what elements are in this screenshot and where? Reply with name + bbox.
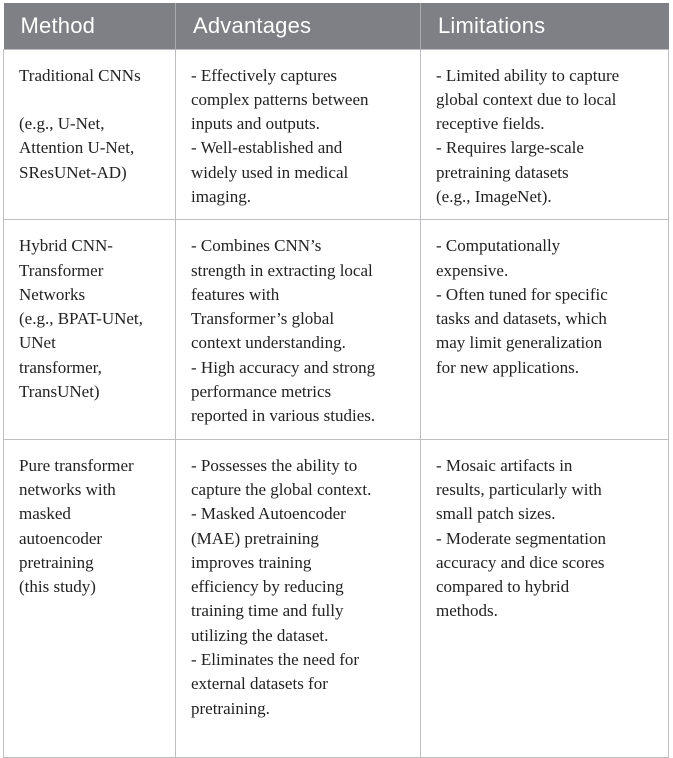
header-method: Method xyxy=(4,3,176,49)
table-row xyxy=(4,439,669,757)
cell-line: pretraining datasets xyxy=(436,162,569,182)
advantages-cell xyxy=(176,220,421,439)
method-cell xyxy=(4,49,176,220)
table-body xyxy=(4,49,669,757)
cell-line: - Masked Autoencoder xyxy=(191,504,346,524)
header-advantages: Advantages xyxy=(176,3,421,49)
header-limitations: Limitations xyxy=(421,3,669,49)
advantages-cell xyxy=(176,439,421,757)
cell-line: Attention U-Net, xyxy=(19,138,135,158)
cell-line: results, particularly with xyxy=(436,479,602,499)
header-row xyxy=(4,3,669,49)
limitations-cell xyxy=(421,439,669,757)
cell-line: methods. xyxy=(436,601,498,621)
cell-line: - Possesses the ability to xyxy=(191,455,358,475)
table-row xyxy=(4,220,669,439)
cell-line: training time and fully xyxy=(191,601,344,621)
cell-line: masked xyxy=(19,504,71,524)
cell-line: for new applications. xyxy=(436,357,580,377)
cell-line: accuracy and dice scores xyxy=(436,552,605,572)
limitations-cell xyxy=(421,220,669,439)
cell-line: (e.g., ImageNet). xyxy=(436,186,552,206)
cell-line: expensive. xyxy=(436,260,509,280)
cell-line: Networks xyxy=(19,284,86,304)
cell-line: UNet xyxy=(19,333,56,353)
cell-line: - Limited ability to capture xyxy=(436,65,620,85)
cell-line: pretraining. xyxy=(191,698,270,718)
cell-spacer xyxy=(19,88,165,112)
cell-line: - Requires large-scale xyxy=(436,138,584,158)
cell-line: imaging. xyxy=(191,186,251,206)
cell-line: receptive fields. xyxy=(436,114,545,134)
cell-line: - Often tuned for specific xyxy=(436,284,608,304)
cell-line: Transformer xyxy=(19,260,104,280)
cell-line: utilizing the dataset. xyxy=(191,625,329,645)
cell-line: widely used in medical xyxy=(191,162,349,182)
cell-line: inputs and outputs. xyxy=(191,114,320,134)
cell-line: - Combines CNN’s xyxy=(191,236,322,256)
method-cell xyxy=(4,439,176,757)
cell-line: strength in extracting local xyxy=(191,260,373,280)
cell-line: complex patterns between xyxy=(191,89,369,109)
cell-line: small patch sizes. xyxy=(436,504,556,524)
cell-line: tasks and datasets, which xyxy=(436,309,607,329)
cell-line: capture the global context. xyxy=(191,479,372,499)
table-row xyxy=(4,49,669,220)
cell-line: context understanding. xyxy=(191,333,346,353)
cell-line: - Effectively captures xyxy=(191,65,338,85)
cell-line: may limit generalization xyxy=(436,333,603,353)
advantages-cell xyxy=(176,49,421,220)
cell-line: - High accuracy and strong xyxy=(191,357,376,377)
cell-line: - Eliminates the need for xyxy=(191,650,360,670)
cell-line: SResUNet-AD) xyxy=(19,162,127,182)
method-cell xyxy=(4,220,176,439)
cell-line: - Well-established and xyxy=(191,138,343,158)
cell-line: pretraining xyxy=(19,552,94,572)
table-header xyxy=(4,3,669,49)
cell-line: - Mosaic artifacts in xyxy=(436,455,573,475)
cell-line: Traditional CNNs xyxy=(19,65,141,85)
cell-line: (this study) xyxy=(19,577,96,597)
cell-line: - Computationally xyxy=(436,236,561,256)
cell-line: global context due to local xyxy=(436,89,617,109)
comparison-table xyxy=(3,3,669,758)
cell-line: Pure transformer xyxy=(19,455,134,475)
cell-line: transformer, xyxy=(19,357,102,377)
limitations-cell xyxy=(421,49,669,220)
cell-line: efficiency by reducing xyxy=(191,577,344,597)
cell-line: external datasets for xyxy=(191,674,328,694)
cell-line: Transformer’s global xyxy=(191,309,335,329)
cell-line: improves training xyxy=(191,552,312,572)
cell-line: reported in various studies. xyxy=(191,406,376,426)
cell-line: (e.g., BPAT-UNet, xyxy=(19,309,143,329)
cell-line: features with xyxy=(191,284,280,304)
cell-line: autoencoder xyxy=(19,528,103,548)
cell-line: Hybrid CNN- xyxy=(19,236,113,256)
cell-line: - Moderate segmentation xyxy=(436,528,606,548)
cell-line: TransUNet) xyxy=(19,382,100,402)
cell-line: (MAE) pretraining xyxy=(191,528,319,548)
cell-line: networks with xyxy=(19,479,116,499)
cell-line: performance metrics xyxy=(191,382,332,402)
cell-line: compared to hybrid xyxy=(436,577,570,597)
cell-line: (e.g., U-Net, xyxy=(19,114,105,134)
